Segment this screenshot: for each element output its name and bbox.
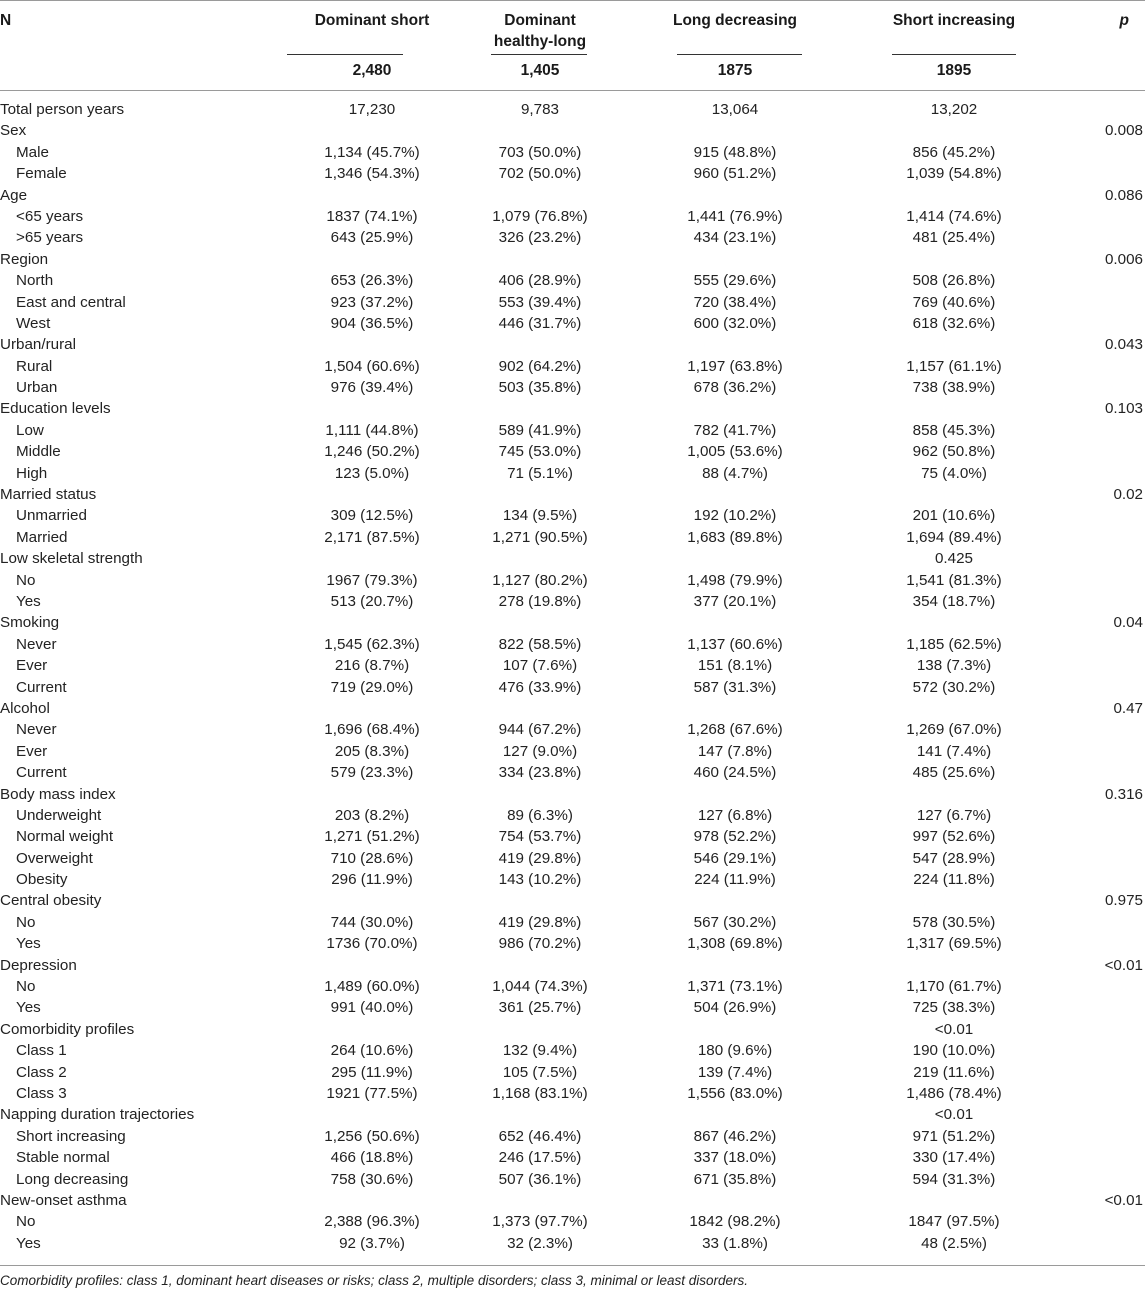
table-group-row — [0, 1019, 1145, 1040]
row-value: 1,039 (54.8%) — [906, 165, 1002, 183]
table-group-row — [0, 548, 1145, 569]
row-value: 867 (46.2%) — [693, 1127, 777, 1145]
row-value: 978 (52.2%) — [693, 828, 777, 846]
row-value: 1837 (74.1%) — [326, 207, 418, 225]
row-value: 702 (50.0%) — [498, 165, 582, 183]
row-value: 944 (67.2%) — [498, 721, 582, 739]
table-row — [0, 441, 1145, 462]
row-label: Never — [16, 721, 57, 739]
table-row — [0, 997, 1145, 1018]
row-p-value: 0.02 — [1113, 486, 1143, 504]
row-label: Low skeletal strength — [0, 550, 143, 568]
header-col-short-increasing: Short increasing — [892, 12, 1016, 29]
row-label: No — [16, 571, 36, 589]
row-value: 710 (28.6%) — [330, 849, 414, 867]
table-row — [0, 1169, 1145, 1190]
table-row — [0, 1083, 1145, 1104]
table-row — [0, 1233, 1145, 1254]
row-value: 132 (9.4%) — [502, 1042, 578, 1060]
row-value: 1,308 (69.8%) — [687, 935, 783, 953]
table-row — [0, 313, 1145, 334]
table-row — [0, 292, 1145, 313]
row-value: 503 (35.8%) — [498, 379, 582, 397]
table-top-rule — [0, 0, 1145, 1]
row-value: 856 (45.2%) — [912, 143, 996, 161]
table-row — [0, 762, 1145, 783]
row-label: East and central — [16, 293, 126, 311]
row-value: 48 (2.5%) — [921, 1234, 987, 1252]
row-value: 127 (6.7%) — [916, 806, 992, 824]
row-value: 1,168 (83.1%) — [492, 1084, 588, 1102]
row-value: 567 (30.2%) — [693, 913, 777, 931]
row-label: Middle — [16, 443, 61, 461]
row-value: 32 (2.3%) — [507, 1234, 573, 1252]
row-value: 1,694 (89.4%) — [906, 528, 1002, 546]
row-value: 1,414 (74.6%) — [906, 207, 1002, 225]
row-value: 419 (29.8%) — [498, 849, 582, 867]
row-value: 769 (40.6%) — [912, 293, 996, 311]
row-value: 264 (10.6%) — [330, 1042, 414, 1060]
row-value: 1,489 (60.0%) — [324, 978, 420, 996]
header-underline-3 — [677, 54, 802, 55]
n-long-decreasing: 1875 — [717, 62, 753, 79]
row-label: West — [16, 314, 51, 332]
row-label: Male — [16, 143, 49, 161]
table-row — [0, 227, 1145, 248]
row-label: Normal weight — [16, 828, 114, 846]
row-label: Rural — [16, 357, 53, 375]
row-value: 745 (53.0%) — [498, 443, 582, 461]
row-value: 127 (6.8%) — [697, 806, 773, 824]
table-group-row — [0, 955, 1145, 976]
row-label: Married — [16, 528, 68, 546]
row-value: 1,197 (63.8%) — [687, 357, 783, 375]
row-value: 991 (40.0%) — [330, 999, 414, 1017]
table-row — [0, 1147, 1145, 1168]
row-value: 822 (58.5%) — [498, 635, 582, 653]
row-value: 1,556 (83.0%) — [687, 1084, 783, 1102]
row-value: 216 (8.7%) — [334, 657, 410, 675]
row-value: 330 (17.4%) — [912, 1149, 996, 1167]
row-value: 589 (41.9%) — [498, 421, 582, 439]
table-row — [0, 719, 1145, 740]
row-value: 1,346 (54.3%) — [324, 165, 420, 183]
row-value: 9,783 — [520, 101, 559, 118]
row-label: Short increasing — [16, 1127, 126, 1145]
row-value: 127 (9.0%) — [502, 742, 578, 760]
row-value: 976 (39.4%) — [330, 379, 414, 397]
row-label: Stable normal — [16, 1149, 110, 1167]
row-value: 971 (51.2%) — [912, 1127, 996, 1145]
row-value: 507 (36.1%) — [498, 1170, 582, 1188]
row-value: 643 (25.9%) — [330, 229, 414, 247]
row-label: No — [16, 1213, 36, 1231]
table-group-row — [0, 249, 1145, 270]
row-value: 1,504 (60.6%) — [324, 357, 420, 375]
row-value: 671 (35.8%) — [693, 1170, 777, 1188]
row-value: 190 (10.0%) — [912, 1042, 996, 1060]
header-p-label: p — [1119, 12, 1129, 29]
header-underline-1 — [287, 54, 403, 55]
row-value: 1,157 (61.1%) — [906, 357, 1002, 375]
row-label: Smoking — [0, 614, 60, 632]
header-n-label: N — [0, 12, 12, 29]
row-value: 1,683 (89.8%) — [687, 528, 783, 546]
row-value: 446 (31.7%) — [498, 314, 582, 332]
row-value: 278 (19.8%) — [498, 592, 582, 610]
row-label: Napping duration trajectories — [0, 1106, 195, 1124]
row-value: 219 (11.6%) — [913, 1063, 995, 1081]
row-label: Total person years — [0, 101, 125, 118]
table-row — [0, 570, 1145, 591]
row-value: 1,137 (60.6%) — [687, 635, 783, 653]
row-value: 138 (7.3%) — [916, 657, 992, 675]
table-row — [0, 270, 1145, 291]
row-value: 1,498 (79.9%) — [687, 571, 783, 589]
table-row — [0, 634, 1145, 655]
row-value: 653 (26.3%) — [330, 272, 414, 290]
row-label: Alcohol — [0, 699, 50, 717]
row-value: 744 (30.0%) — [330, 913, 414, 931]
row-value: 1,079 (76.8%) — [492, 207, 588, 225]
table-row — [0, 142, 1145, 163]
row-value: 782 (41.7%) — [693, 421, 777, 439]
table-group-row — [0, 398, 1145, 419]
header-underline-4 — [892, 54, 1016, 55]
table-group-row — [0, 1104, 1145, 1125]
row-value: 719 (29.0%) — [330, 678, 414, 696]
row-label: Current — [16, 678, 67, 696]
table-row — [0, 869, 1145, 890]
row-value: 337 (18.0%) — [693, 1149, 777, 1167]
header-col-dominant-short: Dominant short — [314, 12, 430, 29]
row-label: Body mass index — [0, 785, 116, 803]
table-group-row — [0, 99, 1145, 120]
row-value: 1,441 (76.9%) — [687, 207, 783, 225]
row-p-value: 0.975 — [1104, 892, 1143, 910]
row-label: Married status — [0, 486, 97, 504]
row-label: Unmarried — [16, 507, 87, 525]
row-p-value: <0.01 — [1104, 956, 1143, 974]
row-label: Education levels — [0, 400, 111, 418]
row-value: 246 (17.5%) — [498, 1149, 582, 1167]
row-value: 758 (30.6%) — [330, 1170, 414, 1188]
header-col-dominant-healthy-long: Dominant healthy-long — [493, 12, 587, 50]
row-value: 587 (31.3%) — [693, 678, 777, 696]
row-value: 151 (8.1%) — [697, 657, 773, 675]
row-p-value: <0.01 — [1104, 1191, 1143, 1209]
table-row — [0, 1040, 1145, 1061]
row-value: 201 (10.6%) — [912, 507, 996, 525]
row-value: 33 (1.8%) — [702, 1234, 768, 1252]
row-p-value: 0.043 — [1104, 336, 1143, 354]
row-value: 123 (5.0%) — [334, 464, 410, 482]
row-value: 1,371 (73.1%) — [687, 978, 783, 996]
row-value: 88 (4.7%) — [702, 464, 768, 482]
row-value: 1,317 (69.5%) — [906, 935, 1002, 953]
row-value: 13,202 — [930, 101, 978, 118]
row-value: 1,696 (68.4%) — [324, 721, 420, 739]
row-value: 406 (28.9%) — [498, 272, 582, 290]
table-row — [0, 356, 1145, 377]
row-p-value: 0.008 — [1104, 122, 1143, 140]
row-value: 434 (23.1%) — [693, 229, 777, 247]
table-row — [0, 848, 1145, 869]
row-value: 578 (30.5%) — [912, 913, 996, 931]
row-label: Depression — [0, 956, 77, 974]
row-value: 678 (36.2%) — [693, 379, 777, 397]
row-value: 89 (6.3%) — [507, 806, 573, 824]
row-value: 555 (29.6%) — [693, 272, 777, 290]
row-value: 354 (18.7%) — [912, 592, 996, 610]
row-label: North — [16, 272, 54, 290]
row-label: Age — [0, 186, 28, 204]
row-value: 962 (50.8%) — [912, 443, 996, 461]
row-label: Female — [16, 165, 67, 183]
row-label: Underweight — [16, 806, 102, 824]
table-row — [0, 1211, 1145, 1232]
row-value: 960 (51.2%) — [693, 165, 777, 183]
row-value: 1,545 (62.3%) — [324, 635, 420, 653]
table-row — [0, 1126, 1145, 1147]
row-label: No — [16, 913, 36, 931]
row-label: Yes — [16, 935, 41, 953]
row-label: Current — [16, 764, 67, 782]
row-value: 296 (11.9%) — [331, 871, 413, 889]
table-row — [0, 505, 1145, 526]
row-label: Low — [16, 421, 44, 439]
table-row — [0, 976, 1145, 997]
table-bottom-rule — [0, 1265, 1145, 1266]
row-label: Never — [16, 635, 57, 653]
table-row — [0, 1062, 1145, 1083]
row-value: 923 (37.2%) — [330, 293, 414, 311]
row-value: 508 (26.8%) — [912, 272, 996, 290]
row-value: 1,269 (67.0%) — [906, 721, 1002, 739]
row-value: 13,064 — [711, 101, 759, 118]
row-value: 703 (50.0%) — [498, 143, 582, 161]
row-value: 361 (25.7%) — [498, 999, 582, 1017]
table-row — [0, 420, 1145, 441]
row-value: 224 (11.8%) — [913, 871, 995, 889]
row-value: 71 (5.1%) — [507, 464, 573, 482]
table-body — [0, 99, 1145, 1254]
row-value: 1,268 (67.6%) — [687, 721, 783, 739]
row-value: 1921 (77.5%) — [326, 1084, 418, 1102]
row-p-value: 0.04 — [1113, 614, 1143, 632]
row-p-value: 0.316 — [1104, 785, 1143, 803]
row-label: Class 1 — [16, 1042, 67, 1060]
table-footnote: Comorbidity profiles: class 1, dominant heart diseases or risks; class 2, multiple disorders; class 3, minimal or least disorders. — [0, 1273, 749, 1288]
row-value: 725 (38.3%) — [912, 999, 996, 1017]
table-row — [0, 805, 1145, 826]
row-value: 572 (30.2%) — [912, 678, 996, 696]
row-value: 547 (28.9%) — [912, 849, 996, 867]
row-label: Long decreasing — [16, 1170, 129, 1188]
row-value: 419 (29.8%) — [498, 913, 582, 931]
row-label: Overweight — [16, 849, 93, 867]
table-row — [0, 741, 1145, 762]
row-value: 224 (11.9%) — [694, 871, 776, 889]
row-value: 1,486 (78.4%) — [906, 1084, 1002, 1102]
row-value: 902 (64.2%) — [498, 357, 582, 375]
row-value: 1,185 (62.5%) — [906, 635, 1002, 653]
row-value: 1,134 (45.7%) — [324, 143, 420, 161]
row-label: Ever — [16, 742, 48, 760]
table-row — [0, 826, 1145, 847]
row-p-value: <0.01 — [934, 1106, 974, 1124]
row-value: 2,171 (87.5%) — [324, 528, 420, 546]
row-value: 2,388 (96.3%) — [324, 1213, 420, 1231]
row-value: 1,271 (90.5%) — [492, 528, 588, 546]
row-p-value: <0.01 — [934, 1020, 974, 1038]
row-value: 143 (10.2%) — [498, 871, 582, 889]
row-value: 326 (23.2%) — [498, 229, 582, 247]
table-row — [0, 377, 1145, 398]
row-label: Class 3 — [16, 1084, 67, 1102]
row-value: 134 (9.5%) — [502, 507, 578, 525]
table-group-row — [0, 185, 1145, 206]
row-value: 192 (10.2%) — [693, 507, 777, 525]
row-p-value: 0.086 — [1104, 186, 1143, 204]
row-label: <65 years — [16, 207, 84, 225]
row-value: 180 (9.6%) — [697, 1042, 773, 1060]
row-value: 466 (18.8%) — [330, 1149, 414, 1167]
table-group-row — [0, 334, 1145, 355]
row-value: 513 (20.7%) — [330, 592, 414, 610]
header-col-long-decreasing: Long decreasing — [672, 12, 798, 29]
row-label: Region — [0, 250, 49, 268]
table-row — [0, 591, 1145, 612]
row-value: 986 (70.2%) — [498, 935, 582, 953]
row-value: 460 (24.5%) — [693, 764, 777, 782]
row-value: 579 (23.3%) — [330, 764, 414, 782]
row-value: 1,005 (53.6%) — [687, 443, 783, 461]
row-value: 75 (4.0%) — [921, 464, 987, 482]
row-label: Urban — [16, 379, 58, 397]
row-value: 1,127 (80.2%) — [492, 571, 588, 589]
row-value: 504 (26.9%) — [693, 999, 777, 1017]
row-label: Yes — [16, 592, 41, 610]
row-value: 309 (12.5%) — [330, 507, 414, 525]
table-row — [0, 163, 1145, 184]
row-value: 754 (53.7%) — [498, 828, 582, 846]
row-value: 618 (32.6%) — [912, 314, 996, 332]
row-value: 295 (11.9%) — [331, 1063, 413, 1081]
row-label: Urban/rural — [0, 336, 76, 354]
row-label: Class 2 — [16, 1063, 67, 1081]
row-value: 1,541 (81.3%) — [906, 571, 1002, 589]
row-value: 1,044 (74.3%) — [492, 978, 588, 996]
row-label: New-onset asthma — [0, 1191, 127, 1209]
n-short-increasing: 1895 — [936, 62, 972, 79]
row-value: 334 (23.8%) — [498, 764, 582, 782]
row-p-value: 0.006 — [1104, 250, 1143, 268]
row-value: 377 (20.1%) — [693, 592, 777, 610]
row-value: 1736 (70.0%) — [326, 935, 418, 953]
row-label: Sex — [0, 122, 27, 140]
row-value: 1842 (98.2%) — [689, 1213, 781, 1231]
row-value: 1,256 (50.6%) — [324, 1127, 420, 1145]
table-row — [0, 463, 1145, 484]
table-row — [0, 527, 1145, 548]
row-label: Yes — [16, 999, 41, 1017]
row-label: Obesity — [16, 871, 68, 889]
row-value: 1,170 (61.7%) — [906, 978, 1002, 996]
row-value: 1967 (79.3%) — [326, 571, 418, 589]
row-value: 915 (48.8%) — [693, 143, 777, 161]
row-value: 858 (45.3%) — [912, 421, 996, 439]
header-underline-2 — [491, 54, 587, 55]
row-value: 904 (36.5%) — [330, 314, 414, 332]
row-label: Comorbidity profiles — [0, 1020, 135, 1038]
row-label: >65 years — [16, 229, 84, 247]
table-group-row — [0, 698, 1145, 719]
row-value: 481 (25.4%) — [912, 229, 996, 247]
table-group-row — [0, 784, 1145, 805]
table-group-row — [0, 612, 1145, 633]
row-value: 92 (3.7%) — [339, 1234, 405, 1252]
header-bottom-rule — [0, 90, 1145, 91]
row-label: No — [16, 978, 36, 996]
row-value: 594 (31.3%) — [912, 1170, 996, 1188]
row-value: 1,246 (50.2%) — [324, 443, 420, 461]
row-label: High — [16, 464, 48, 482]
row-value: 997 (52.6%) — [912, 828, 996, 846]
row-value: 1,271 (51.2%) — [324, 828, 420, 846]
row-value: 720 (38.4%) — [693, 293, 777, 311]
table-group-row — [0, 1190, 1145, 1211]
table-row — [0, 655, 1145, 676]
row-value: 476 (33.9%) — [498, 678, 582, 696]
row-value: 652 (46.4%) — [498, 1127, 582, 1145]
row-p-value: 0.47 — [1113, 699, 1143, 717]
row-value: 546 (29.1%) — [693, 849, 777, 867]
table-row — [0, 933, 1145, 954]
table-group-row — [0, 120, 1145, 141]
row-value: 147 (7.8%) — [697, 742, 773, 760]
row-p-value: 0.103 — [1104, 400, 1143, 418]
row-value: 203 (8.2%) — [334, 806, 410, 824]
row-label: Yes — [16, 1234, 41, 1252]
row-value: 485 (25.6%) — [912, 764, 996, 782]
row-value: 107 (7.6%) — [502, 657, 578, 675]
row-p-value: 0.425 — [934, 550, 973, 568]
row-value: 738 (38.9%) — [912, 379, 996, 397]
row-value: 139 (7.4%) — [697, 1063, 773, 1081]
table-group-row — [0, 890, 1145, 911]
row-label: Ever — [16, 657, 48, 675]
table-group-row — [0, 484, 1145, 505]
row-value: 205 (8.3%) — [334, 742, 410, 760]
row-value: 141 (7.4%) — [916, 742, 992, 760]
table-row — [0, 912, 1145, 933]
row-value: 600 (32.0%) — [693, 314, 777, 332]
row-value: 1847 (97.5%) — [908, 1213, 1000, 1231]
row-value: 105 (7.5%) — [502, 1063, 578, 1081]
row-label: Central obesity — [0, 892, 102, 910]
row-value: 1,111 (44.8%) — [325, 421, 419, 439]
table-row — [0, 206, 1145, 227]
row-value: 17,230 — [348, 101, 396, 118]
n-dominant-healthy-long: 1,405 — [520, 62, 560, 79]
table-row — [0, 677, 1145, 698]
row-value: 1,373 (97.7%) — [492, 1213, 588, 1231]
n-dominant-short: 2,480 — [352, 62, 392, 79]
row-value: 553 (39.4%) — [498, 293, 582, 311]
